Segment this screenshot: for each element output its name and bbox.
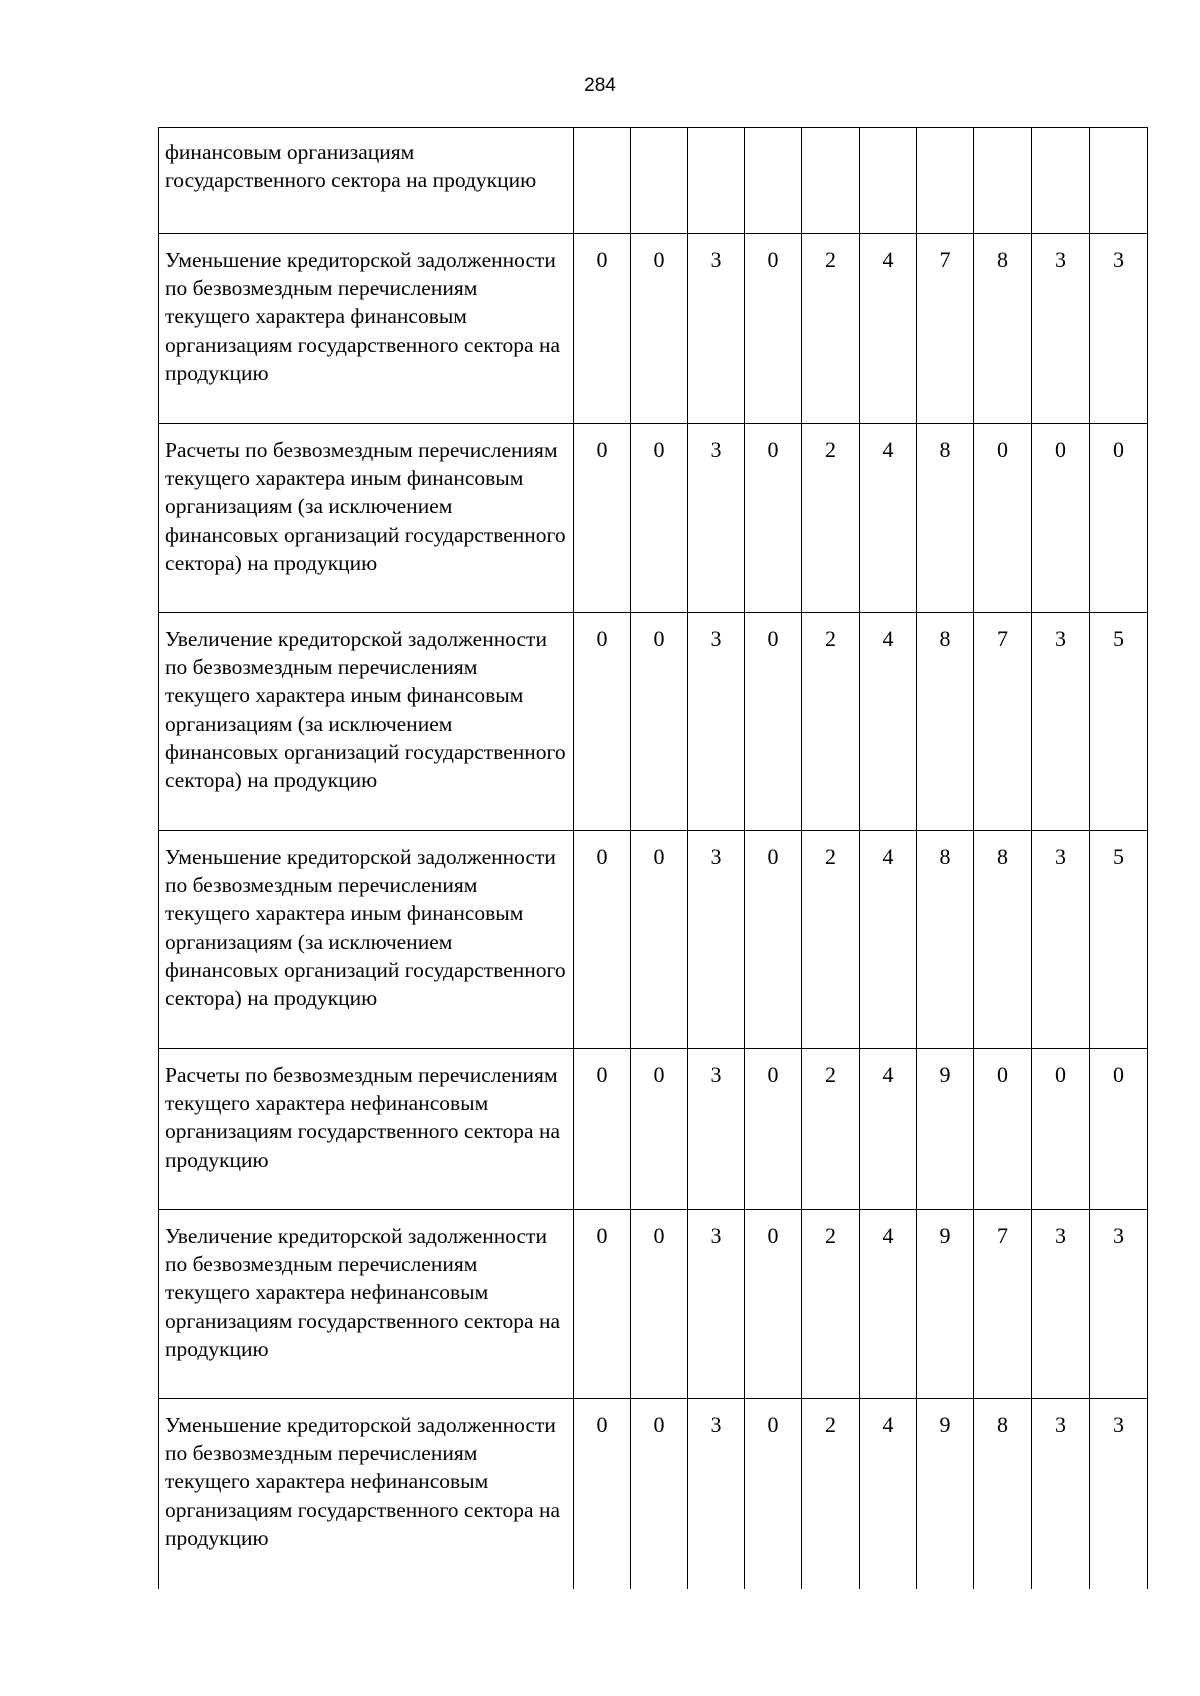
table-row: [159, 1399, 1148, 1589]
code-digit: 0: [574, 234, 631, 424]
code-digit: 2: [802, 234, 860, 424]
code-digit: 7: [974, 613, 1032, 831]
code-digit: 3: [688, 234, 745, 424]
code-digit: 0: [745, 1399, 802, 1589]
code-digit: [574, 128, 631, 234]
table-row: [159, 1210, 1148, 1399]
code-digit: 3: [1032, 1210, 1090, 1399]
code-digit: 3: [688, 1399, 745, 1589]
code-digit: 0: [631, 1210, 688, 1399]
code-digit: 2: [802, 1210, 860, 1399]
code-digit: 0: [631, 234, 688, 424]
code-digit: [974, 128, 1032, 234]
table-row: [159, 1049, 1148, 1210]
code-digit: 0: [745, 613, 802, 831]
code-digit: 3: [1032, 234, 1090, 424]
code-digit: 0: [745, 1049, 802, 1210]
code-digit: 8: [917, 831, 974, 1049]
code-digit: [802, 128, 860, 234]
row-description: Увеличение кредиторской задолженности по безвозмездным перечислениям текущего характера нефинансовым организациям государственного сектора на продукцию: [159, 1210, 574, 1399]
code-digit: 2: [802, 1049, 860, 1210]
code-digit: [917, 128, 974, 234]
code-digit: 0: [574, 1399, 631, 1589]
code-digit: [1090, 128, 1148, 234]
code-digit: 0: [974, 1049, 1032, 1210]
code-digit: 0: [745, 1210, 802, 1399]
code-digit: 4: [860, 234, 917, 424]
code-digit: 8: [974, 234, 1032, 424]
table-row: [159, 831, 1148, 1049]
code-digit: 9: [917, 1049, 974, 1210]
code-digit: 0: [1032, 424, 1090, 613]
code-digit: 4: [860, 613, 917, 831]
code-digit: 8: [917, 424, 974, 613]
table-row: [159, 613, 1148, 831]
code-digit: 0: [745, 831, 802, 1049]
row-description: Расчеты по безвозмездным перечислениям текущего характера нефинансовым организациям государственного сектора на продукцию: [159, 1049, 574, 1210]
code-digit: 8: [974, 831, 1032, 1049]
table-row: [159, 424, 1148, 613]
page-number: 284: [584, 75, 616, 96]
code-digit: 9: [917, 1210, 974, 1399]
code-digit: 7: [974, 1210, 1032, 1399]
code-digit: 5: [1090, 613, 1148, 831]
code-digit: [1032, 128, 1090, 234]
code-digit: 0: [631, 1399, 688, 1589]
code-digit: 0: [631, 1049, 688, 1210]
code-digit: 3: [1032, 1399, 1090, 1589]
code-digit: [745, 128, 802, 234]
code-digit: 3: [688, 831, 745, 1049]
code-digit: 4: [860, 1399, 917, 1589]
code-digit: 4: [860, 424, 917, 613]
row-description: Увеличение кредиторской задолженности по безвозмездным перечислениям текущего характера иным финансовым организациям (за исключением финансовых организаций государственного сектора) на продукцию: [159, 613, 574, 831]
code-digit: 8: [974, 1399, 1032, 1589]
code-digit: 5: [1090, 831, 1148, 1049]
code-digit: 0: [574, 424, 631, 613]
code-digit: 2: [802, 1399, 860, 1589]
code-digit: 0: [1090, 1049, 1148, 1210]
row-description: Уменьшение кредиторской задолженности по безвозмездным перечислениям текущего характера нефинансовым организациям государственного сектора на продукцию: [159, 1399, 574, 1589]
code-digit: 4: [860, 831, 917, 1049]
row-description: Расчеты по безвозмездным перечислениям текущего характера иным финансовым организациям (за исключением финансовых организаций государственного сектора) на продукцию: [159, 424, 574, 613]
code-digit: 3: [688, 1210, 745, 1399]
code-digit: 3: [1032, 831, 1090, 1049]
code-digit: 2: [802, 613, 860, 831]
code-digit: 8: [917, 613, 974, 831]
code-digit: 3: [1090, 1210, 1148, 1399]
code-digit: 3: [1090, 1399, 1148, 1589]
code-digit: 4: [860, 1210, 917, 1399]
code-digit: 3: [688, 613, 745, 831]
code-digit: 4: [860, 1049, 917, 1210]
row-description: Уменьшение кредиторской задолженности по безвозмездным перечислениям текущего характера иным финансовым организациям (за исключением финансовых организаций государственного сектора) на продукцию: [159, 831, 574, 1049]
code-digit: 7: [917, 234, 974, 424]
code-digit: 2: [802, 424, 860, 613]
code-digit: 3: [688, 424, 745, 613]
code-digit: 0: [631, 424, 688, 613]
code-digit: 3: [688, 1049, 745, 1210]
code-digit: 0: [745, 424, 802, 613]
code-digit: [688, 128, 745, 234]
classification-table: [158, 127, 1148, 1589]
code-digit: 0: [574, 1210, 631, 1399]
code-digit: 0: [974, 424, 1032, 613]
code-digit: 0: [1032, 1049, 1090, 1210]
code-digit: 3: [1090, 234, 1148, 424]
table-row: [159, 128, 1148, 234]
code-digit: 0: [631, 831, 688, 1049]
code-digit: 0: [574, 613, 631, 831]
row-description: Уменьшение кредиторской задолженности по безвозмездным перечислениям текущего характера финансовым организациям государственного сектора на продукцию: [159, 234, 574, 424]
code-digit: 0: [745, 234, 802, 424]
table-row: [159, 234, 1148, 424]
row-description: финансовым организациям государственного сектора на продукцию: [159, 128, 574, 234]
code-digit: [860, 128, 917, 234]
code-digit: 0: [574, 1049, 631, 1210]
code-digit: 0: [1090, 424, 1148, 613]
code-digit: 2: [802, 831, 860, 1049]
code-digit: 9: [917, 1399, 974, 1589]
code-digit: 3: [1032, 613, 1090, 831]
code-digit: [631, 128, 688, 234]
code-digit: 0: [631, 613, 688, 831]
code-digit: 0: [574, 831, 631, 1049]
